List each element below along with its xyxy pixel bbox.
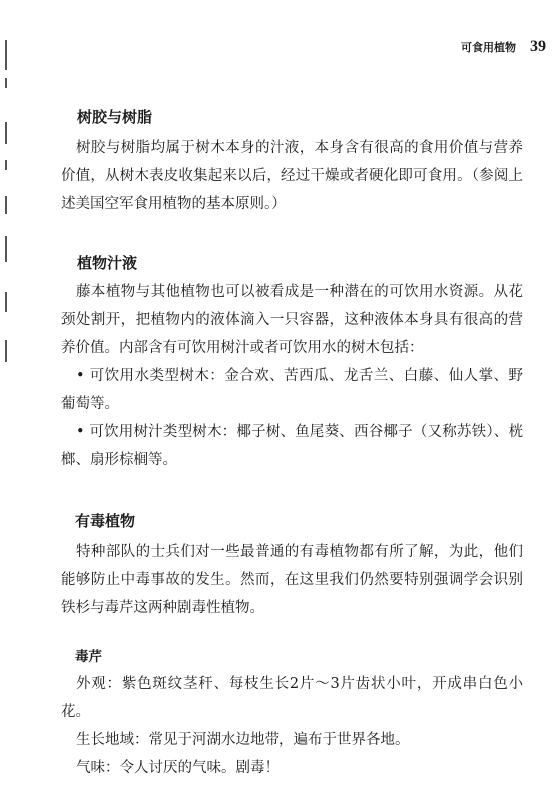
- heading-poisonous-plants: 有毒植物: [75, 512, 136, 530]
- page-edge-mark: [5, 292, 7, 312]
- hemlock-appearance: 外观：紫色斑纹茎秆、每枝生长2片～3片齿状小叶，开成串白色小花。: [61, 676, 523, 720]
- heading-gum-resin: 树胶与树脂: [77, 108, 153, 126]
- hemlock-habitat: 生长地域：常见于河湖水边地带，遍布于世界各地。: [76, 732, 410, 748]
- bullet-water-trees: • 可饮用水类型树木：金合欢、苦西瓜、龙舌兰、白藤、仙人掌、野葡萄等。: [61, 368, 523, 412]
- heading-hemlock: 毒芹: [75, 649, 102, 665]
- page-edge-mark: [5, 196, 7, 214]
- page-edge-mark: [5, 340, 7, 362]
- paragraph-gum-resin: 树胶与树脂均属于树木本身的汁液，本身含有很高的食用价值与营养价值，从树木表皮收集起来以后，经过干燥或者硬化即可食用。（参阅上述美国空军食用植物的基本原则。）: [61, 140, 523, 212]
- paragraph-poisonous-plants: 特种部队的士兵们对一些最普通的有毒植物都有所了解，为此，他们能够防止中毒事故的发生。然而，在这里我们仍然要特别强调学会识别铁杉与毒芹这两种剧毒性植物。: [61, 544, 523, 616]
- running-header: [461, 38, 546, 56]
- paragraph-plant-sap: 藤本植物与其他植物也可以被看成是一种潜在的可饮用水资源。从花颈处割开，把植物内的液体滴入一只容器，这种液体本身具有很高的营养价值。内部含有可饮用树汁或者可饮用水的树木包括：: [61, 284, 523, 356]
- header-section-title: 可食用植物: [461, 41, 516, 54]
- bullet-sap-trees: • 可饮用树汁类型树木：椰子树、鱼尾葵、西谷椰子（又称苏铁）、桄榔、扇形棕榈等。: [61, 424, 523, 468]
- page-content: [61, 106, 523, 782]
- page-edge-mark: [5, 40, 7, 70]
- hemlock-smell: 气味：令人讨厌的气味。剧毒！: [76, 760, 279, 776]
- page-edge-mark: [5, 160, 7, 170]
- page-edge-mark: [5, 78, 7, 88]
- page-edge-mark: [5, 122, 7, 144]
- page-number: 39: [530, 38, 546, 55]
- heading-plant-sap: 植物汁液: [77, 254, 138, 272]
- page-edge-mark: [5, 236, 7, 262]
